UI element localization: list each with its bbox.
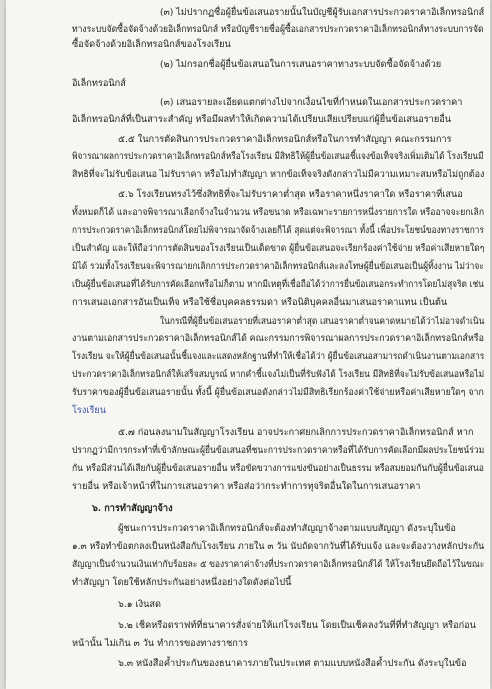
text-line: รับราคาของผู้ยื่นข้อเสนอรายนั้น ทั้งนี้ ผู้ยื่นข้อเสนอดังกล่าวไม่มีสิทธิเรียกร้องค่าใช้จ่ายหรือค่าเสียหายใดๆ จาก xyxy=(72,387,484,398)
text-line: ประกวดราคาอิเล็กทรอนิกส์ให้เสร็จสมบูรณ์ หากคำชี้แจงไม่เป็นที่รับฟังได้ โรงเรียน มีสิทธิที่จะไม่รับข้อเสนอหรือไม่ xyxy=(72,369,485,380)
text-line: ปรากฏว่ามีการกระทำที่เข้าลักษณะผู้ยื่นข้อเสนอที่ชนะการประกวดราคาหรือที่ได้รับการคัดเลือกมีผลประโยชน์ร่วม xyxy=(72,445,485,456)
text-line: หน้านั้น ไม่เกิน ๓ วัน ทำการของทางราชการ xyxy=(72,638,248,649)
text-line: เป็นผู้ยื่นข้อเสนอที่ได้รับการคัดเลือกหรือไม่ก็ตาม หากมีเหตุที่เชื่อถือได้ว่าการยื่นข้อเสนอกระทำการโดยไม่สุจริต เช่น xyxy=(72,279,484,290)
text-line: ๖.๑ เงินสด xyxy=(118,599,161,610)
section-heading: ๖. การทำสัญญาจ้าง xyxy=(92,503,173,514)
document-page xyxy=(6,0,490,689)
text-line: ๖.๓ หนังสือค้ำประกันของธนาคารภายในประเทศ ตามแบบหนังสือค้ำประกัน ดังระบุในข้อ xyxy=(118,658,467,669)
text-line: การประกวดราคาอิเล็กทรอนิกส์โดยไม่พิจารณาจัดจ้างเลยก็ได้ สุดแต่จะพิจารณา ทั้งนี้ เพื่อประโยชน์ของทางราชการ xyxy=(72,225,484,236)
text-line: สิทธิที่จะไม่รับข้อเสนอ ไม่รับราคา หรือไม่ทำสัญญา หากข้อเท็จจริงดังกล่าวไม่มีความเหมาะสมหรือไม่ถูกต้อง xyxy=(72,169,485,180)
text-line: ๖.๒ เช็คหรือดราฟท์ที่ธนาคารสั่งจ่ายให้แก่โรงเรียน โดยเป็นเช็คลงวันที่ที่ทำสัญญา หรือก่อน xyxy=(118,620,476,631)
text-line: ผู้ชนะการประกวดราคาอิเล็กทรอนิกส์จะต้องทำสัญญาจ้างตามแบบสัญญา ดังระบุในข้อ xyxy=(118,523,456,534)
text-line: อิเล็กทรอนิกส์ที่เป็นสาระสำคัญ หรือมีผลทำให้เกิดความได้เปรียบเสียเปรียบแก่ผู้ยื่นข้อเสนอรายอื่น xyxy=(72,114,452,125)
text-line: โรงเรียน จะให้ผู้ยื่นข้อเสนอนั้นชี้แจงและแสดงหลักฐานที่ทำให้เชื่อได้ว่า ผู้ยื่นข้อเสนอสามารถดำเนินงานตามเอกสาร xyxy=(72,351,485,362)
text-line: ทำสัญญา โดยใช้หลักประกันอย่างหนึ่งอย่างใดดังต่อไปนี้ xyxy=(72,577,292,588)
text-line: มิได้ รวมทั้งโรงเรียนจะพิจารณายกเลิกการประกวดราคาอิเล็กทรอนิกส์และลงโทษผู้ยื่นข้อเสนอเป็นผู้ทิ้งงาน ไม่ว่าจะ xyxy=(72,261,484,272)
text-line: สัญญาเป็นจำนวนเงินเท่ากับร้อยละ ๕ ของราคาค่าจ้างที่ประกวดราคาอิเล็กทรอนิกส์ได้ ให้โรงเรียนยึดถือไว้ในขณะ xyxy=(72,559,485,570)
text-line: การเสนอเอกสารอันเป็นเท็จ หรือใช้ชื่อบุคคลธรรมดา หรือนิติบุคคลอื่นมาเสนอราคาแทน เป็นต้น xyxy=(72,297,448,308)
text-line: ๕.๕ ในการตัดสินการประกวดราคาอิเล็กทรอนิกส์หรือในการทำสัญญา คณะกรรมการ xyxy=(118,134,452,145)
text-line: (๓) ไม่ปรากฏชื่อผู้ยื่นข้อเสนอรายนั้นในบัญชีผู้รับเอกสารประกวดราคาอิเล็กทรอนิกส์ xyxy=(160,7,485,18)
text-line: (๓) เสนอรายละเอียดแตกต่างไปจากเงื่อนไขที่กำหนดในเอกสารประกวดราคา xyxy=(160,97,463,108)
text-line: ทั้งหมดก็ได้ และอาจพิจารณาเลือกจ้างในจำนวน หรือขนาด หรือเฉพาะรายการหนึ่งรายการใด หรืออาจจะยกเลิก xyxy=(72,207,485,218)
text-line: อิเล็กทรอนิกส์ xyxy=(72,78,126,89)
text-line: ๕.๖ โรงเรียนทรงไว้ซึ่งสิทธิที่จะไม่รับราคาต่ำสุด หรือราคาหนึ่งราคาใด หรือราคาที่เสนอ xyxy=(118,189,463,200)
text-line: เป็นสำคัญ และให้ถือว่าการตัดสินของโรงเรียนเป็นเด็ดขาด ผู้ยื่นข้อเสนอจะเรียกร้องค่าใช้จ่าย หรือค่าเสียหายใดๆ xyxy=(72,243,485,254)
text-line: ในกรณีที่ผู้ยื่นข้อเสนอรายที่เสนอราคาต่ำสุด เสนอราคาต่ำจนคาดหมายได้ว่าไม่อาจดำเนิน xyxy=(160,316,485,327)
text-line: โรงเรียน xyxy=(72,405,107,416)
text-line: งานตามเอกสารประกวดราคาอิเล็กทรอนิกส์ได้ คณะกรรมการพิจารณาผลการประกวดราคาอิเล็กทรอนิกส์หรือ xyxy=(72,333,484,344)
text-line: (๒) ไม่กรอกชื่อผู้ยื่นข้อเสนอในการเสนอราคาทางระบบจัดซื้อจัดจ้างด้วย xyxy=(160,59,442,70)
text-line: พิจารณาผลการประกวดราคาอิเล็กทรอนิกส์หรือโรงเรียน มีสิทธิให้ผู้ยื่นข้อเสนอชี้แจงข้อเท็จจริงเพิ่มเติมได้ โรงเรียนมี xyxy=(72,151,484,162)
text-line: ทางระบบจัดซื้อจัดจ้างด้วยอิเล็กทรอนิกส์ หรือบัญชีรายชื่อผู้ซื้อเอกสารประกวดราคาอิเล็กทรอนิกส์ทางระบบการจัด xyxy=(72,24,484,35)
text-line: ๑.๓ หรือทำข้อตกลงเป็นหนังสือกับโรงเรียน ภายใน ๓ วัน นับถัดจากวันที่ได้รับแจ้ง และจะต้องวางหลักประกัน xyxy=(72,541,485,552)
text-line: ซื้อจัดจ้างด้วยอิเล็กทรอนิกส์ของโรงเรียน xyxy=(72,39,231,50)
text-line: ๕.๗ ก่อนลงนามในสัญญาโรงเรียน อาจประกาศยกเลิกการประกวดราคาอิเล็กทรอนิกส์ หาก xyxy=(118,427,474,438)
text-line: รายอื่น หรือเจ้าหน้าที่ในการเสนอราคา หรือส่อว่ากระทำการทุจริตอื่นใดในการเสนอราคา xyxy=(72,481,421,492)
text-line: กัน หรือมีส่วนได้เสียกับผู้ยื่นข้อเสนอรายอื่น หรือขัดขวางการแข่งขันอย่างเป็นธรรม หรือสมยอมกันกับผู้ยื่นข้อเสนอ xyxy=(72,463,484,474)
